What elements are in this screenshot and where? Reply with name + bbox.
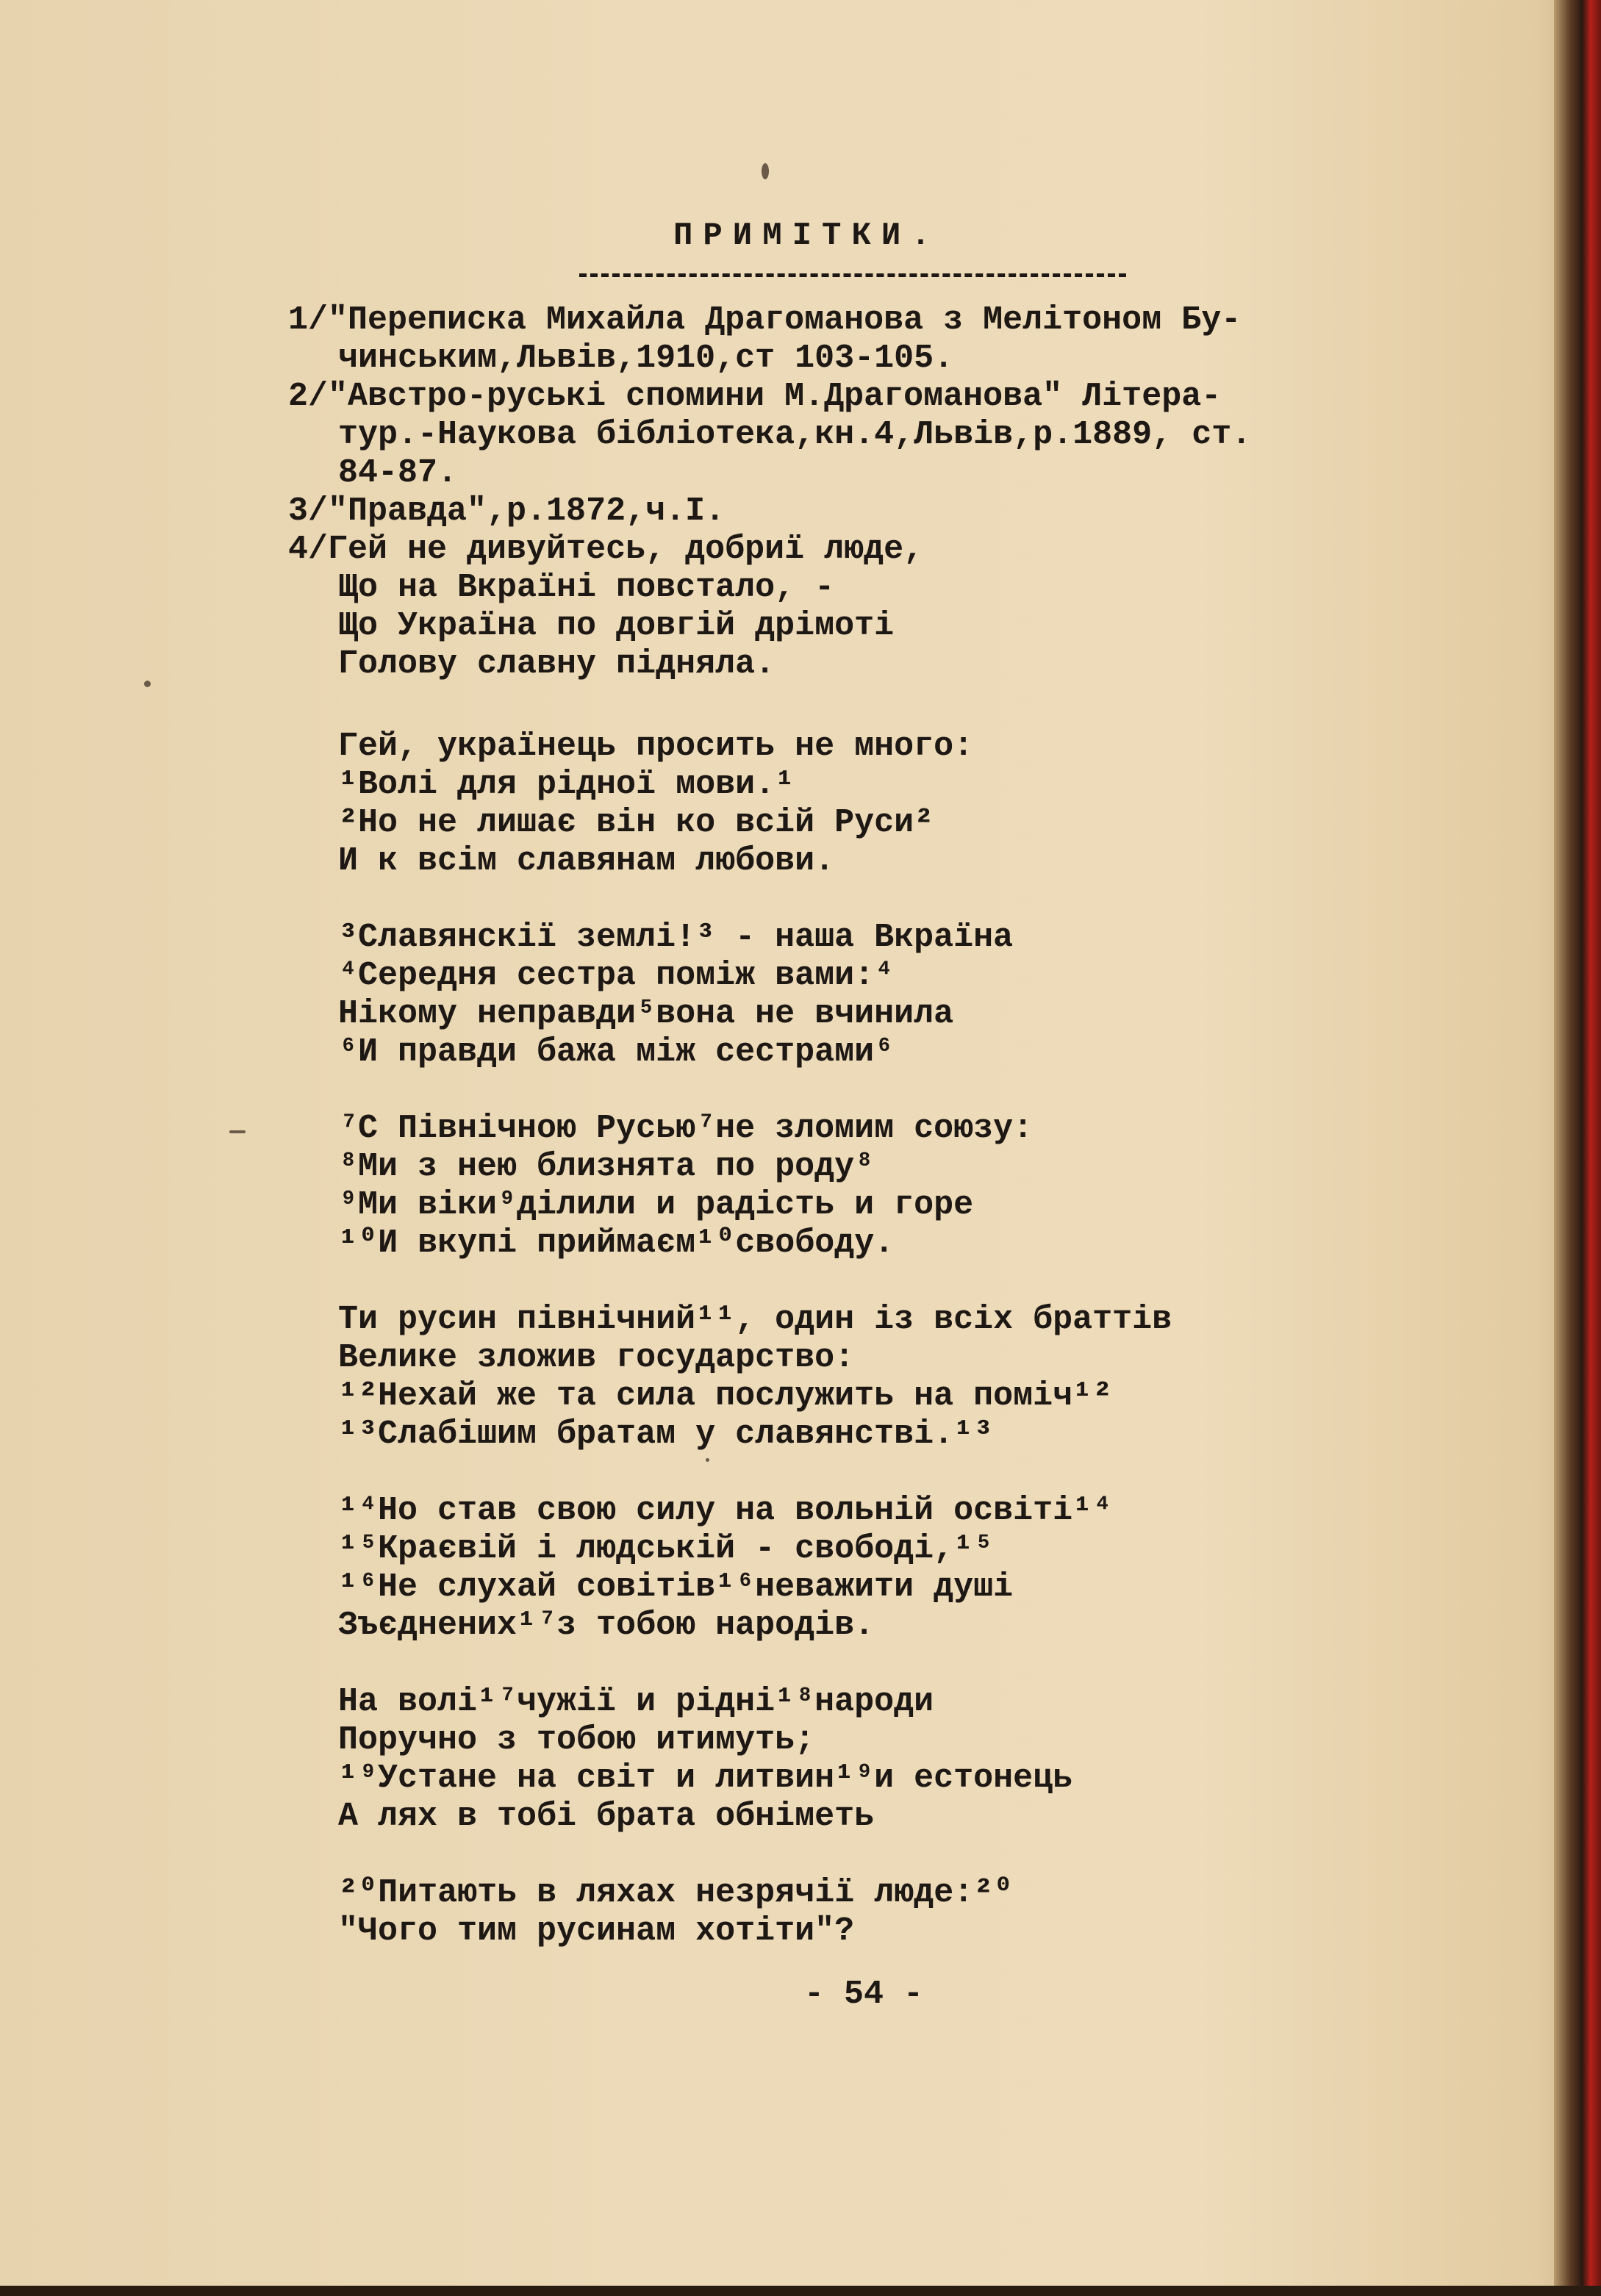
poem-body: [338, 728, 1441, 1989]
poem-line: ²⁰Питають в ляхах незрячії люде:²⁰: [338, 1874, 1014, 1912]
footnotes-list: [288, 301, 1464, 684]
note-line: Голову славну підняла.: [338, 645, 776, 683]
ink-speck: [144, 681, 151, 687]
note-line: 4/Гей не дивуйтесь, добриї люде,: [288, 531, 924, 568]
note-line: 84-87.: [338, 454, 458, 492]
poem-line: Поручно з тобою итимуть;: [338, 1721, 815, 1759]
note-line: чинським,Львів,1910,ст 103-105.: [338, 340, 954, 377]
page-title: ПРИМІТКИ.: [673, 218, 941, 254]
poem-line: ²Но не лишає він ко всій Руси²: [338, 804, 934, 842]
poem-stanza: [338, 1683, 1441, 1836]
poem-line: ¹Волі для рідної мови.¹: [338, 766, 795, 803]
note-line: Що Україна по довгій дрімоті: [338, 607, 895, 645]
poem-line: ⁹Ми віки⁹ділили и радість и горе: [338, 1186, 974, 1224]
note-line: 2/"Австро-руські спомини М.Драгоманова" Літера-: [288, 378, 1222, 415]
note-line: 3/"Правда",р.1872,ч.I.: [288, 492, 726, 530]
poem-line: Нікому неправди⁵вона не вчинила: [338, 995, 954, 1033]
poem-stanza: [338, 1874, 1441, 1951]
poem-line: ³Славянскії землі!³ - наша Вкраїна: [338, 919, 1014, 956]
poem-line: ⁷С Північною Русью⁷не зломим союзу:: [338, 1110, 1034, 1147]
poem-line: "Чого тим русинам хотіти"?: [338, 1912, 855, 1950]
poem-line: На волі¹⁷чужії и рідні¹⁸народи: [338, 1683, 934, 1721]
note-line: Що на Вкраїні повстало, -: [338, 569, 835, 606]
poem-line: Велике зложив государство:: [338, 1339, 855, 1377]
ink-speck: [762, 163, 769, 179]
poem-line: ¹⁵Краєвій і людській - свободі,¹⁵: [338, 1530, 994, 1568]
page-bottom-edge: [0, 2286, 1601, 2296]
poem-line: ¹²Нехай же та сила послужить на поміч¹²: [338, 1377, 1113, 1415]
poem-line: ⁴Середня сестра поміж вами:⁴: [338, 957, 895, 994]
poem-stanza: [338, 1301, 1441, 1454]
poem-stanza: [338, 1110, 1441, 1263]
poem-stanza: [338, 728, 1441, 880]
poem-line: А лях в тобі брата обніметь: [338, 1798, 875, 1835]
note-line: 1/"Переписка Михайла Драгоманова з Мелітоном Бу-: [288, 301, 1242, 339]
poem-stanza: [338, 1492, 1441, 1645]
poem-line: ¹³Слабішим братам у славянстві.¹³: [338, 1416, 994, 1453]
note-line: тур.-Наукова бібліотека,кн.4,Львів,р.1889, ст.: [338, 416, 1252, 453]
poem-line: ¹⁴Но став свою силу на вольній освіті¹⁴: [338, 1492, 1113, 1529]
ink-speck: [229, 1130, 246, 1133]
page-number: - 54 -: [804, 1976, 924, 2013]
poem-stanza: [338, 919, 1441, 1072]
title-underline: [579, 273, 1126, 277]
poem-line: Зъєднених¹⁷з тобою народів.: [338, 1607, 875, 1644]
poem-line: И к всім славянам любови.: [338, 842, 835, 880]
poem-line: ⁶И правди бажа між сестрами⁶: [338, 1033, 895, 1071]
poem-line: ⁸Ми з нею близнята по роду⁸: [338, 1148, 875, 1185]
poem-line: Гей, українець просить не много:: [338, 728, 974, 765]
book-binding-edge: [1554, 0, 1601, 2296]
poem-line: ¹⁰И вкупі приймаєм¹⁰свободу.: [338, 1224, 895, 1262]
poem-line: ¹⁹Устане на світ и литвин¹⁹и естонець: [338, 1759, 1073, 1797]
poem-line: ¹⁶Не слухай совітів¹⁶неважити душі: [338, 1568, 1014, 1606]
poem-line: Ти русин північний¹¹, один із всіх браттів: [338, 1301, 1172, 1338]
